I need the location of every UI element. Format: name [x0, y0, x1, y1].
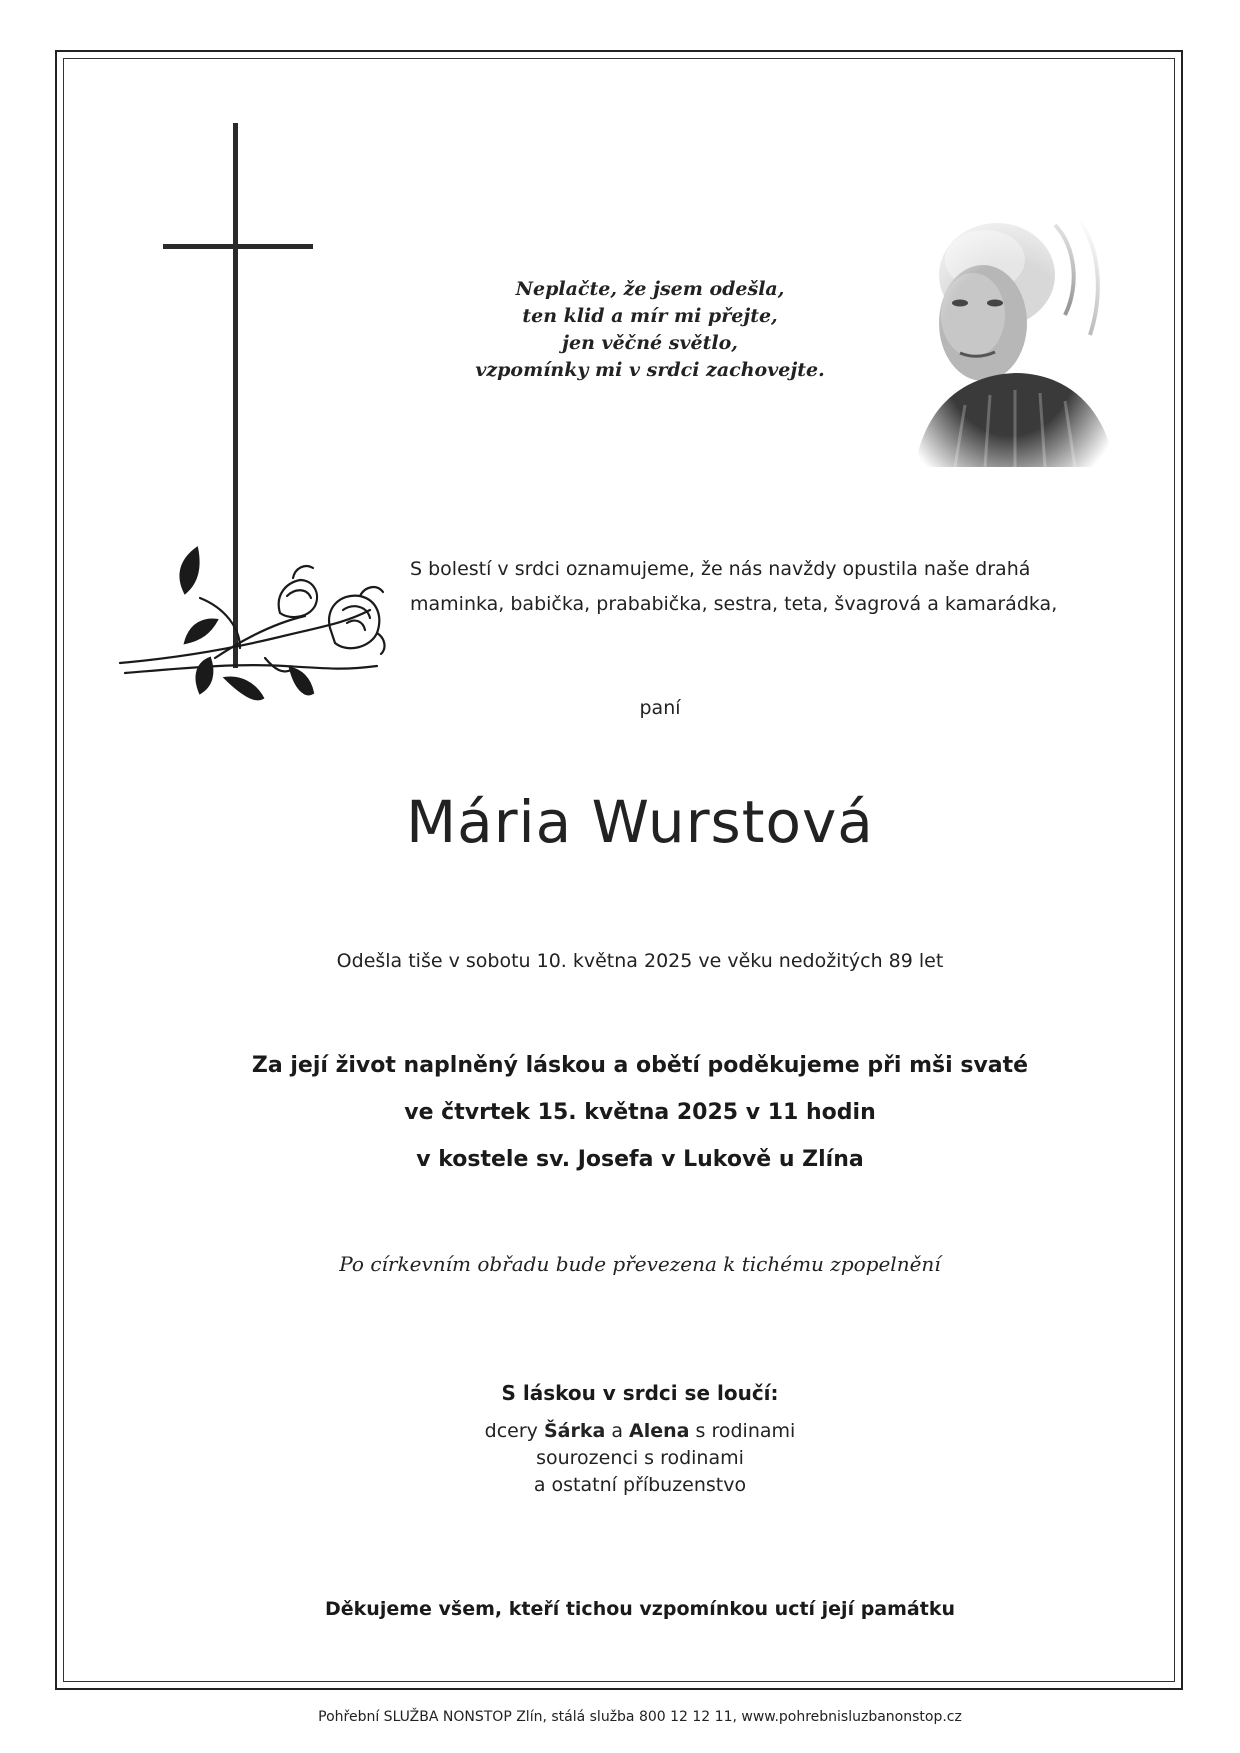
farewell-line: a ostatní příbuzenstvo: [533, 1474, 747, 1496]
ceremony-line: ve čtvrtek 15. května 2025 v 11 hodin: [404, 1100, 876, 1125]
poem: [440, 276, 860, 384]
thanks-note: Děkujeme všem, kteří tichou vzpomínkou uctí její památku: [325, 1598, 955, 1620]
cremation-note: Po církevním obřadu bude převezena k tichému zpopelnění: [339, 1252, 941, 1276]
farewell-conjunction: a: [605, 1420, 630, 1442]
poem-line: jen věčné světlo,: [562, 332, 738, 354]
announcement-line: S bolestí v srdci oznamujeme, že nás navždy opustila naše drahá: [410, 558, 1031, 580]
death-notice: Odešla tiše v sobotu 10. května 2025 ve věku nedožitých 89 let: [336, 950, 944, 972]
daughter-name: Alena: [629, 1420, 690, 1442]
salutation: paní: [639, 697, 681, 719]
announcement: [410, 552, 1110, 622]
farewell-prefix: dcery: [484, 1420, 544, 1442]
deceased-name: Mária Wurstová: [406, 788, 874, 856]
rose-branch-icon: [120, 548, 384, 699]
ceremony-line: v kostele sv. Josefa v Lukově u Zlína: [416, 1147, 864, 1172]
daughter-name: Šárka: [543, 1420, 606, 1442]
portrait-photo: [905, 205, 1115, 467]
ceremony-line: Za její život naplněný láskou a obětí poděkujeme při mši svaté: [251, 1053, 1029, 1078]
ceremony-info: [140, 1042, 1140, 1183]
poem-line: ten klid a mír mi přejte,: [522, 305, 778, 327]
footer-funeral-service: Pohřební SLUŽBA NONSTOP Zlín, stálá služba 800 12 12 11, www.pohrebnisluzbanonstop.cz: [318, 1709, 962, 1725]
announcement-line: maminka, babička, prababička, sestra, teta, švagrová a kamarádka,: [410, 593, 1058, 615]
poem-line: Neplačte, že jsem odešla,: [515, 278, 785, 300]
farewell-line: sourozenci s rodinami: [536, 1447, 744, 1469]
cross-with-roses: [115, 118, 415, 728]
poem-line: vzpomínky mi v srdci zachovejte.: [475, 359, 825, 381]
farewell-line: [340, 1418, 940, 1445]
farewell-heading: S láskou v srdci se loučí:: [501, 1381, 779, 1405]
farewell-list: [340, 1418, 940, 1499]
farewell-suffix: s rodinami: [689, 1420, 796, 1442]
